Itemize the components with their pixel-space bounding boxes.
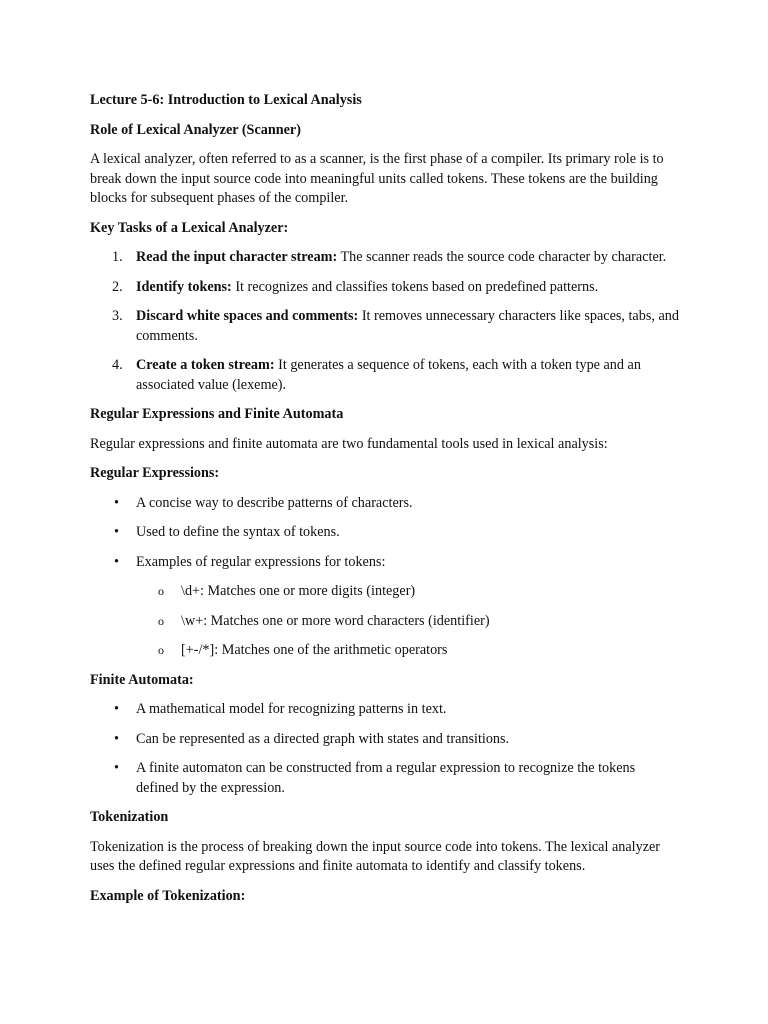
- role-paragraph: A lexical analyzer, often referred to as a scanner, is the first phase of a compiler. Its primary role is to break down the input source code into meaningful units called tokens. These tokens are the building blocks for subsequent phases of the compiler.: [90, 151, 664, 206]
- tokenization-paragraph: Tokenization is the process of breaking down the input source code into tokens. The lexical analyzer uses the defined regular expressions and finite automata to identify and classify tokens.: [90, 838, 661, 874]
- bullet-icon: •: [114, 701, 119, 717]
- task-item: [90, 248, 680, 268]
- list-item-text: A mathematical model for recognizing patterns in text.: [136, 701, 447, 717]
- task-text: It recognizes and classifies tokens based on predefined patterns.: [231, 278, 599, 295]
- circle-bullet-icon: o: [158, 613, 164, 628]
- sub-list-item: [136, 612, 680, 632]
- task-number: 3.: [112, 308, 123, 324]
- task-item: [90, 356, 680, 395]
- task-text: It removes unnecessary characters like spaces, tabs, and comments.: [136, 308, 679, 344]
- bullet-icon: •: [114, 760, 119, 776]
- page-title: Lecture 5-6: Introduction to Lexical Analysis: [90, 92, 362, 108]
- task-item: [90, 278, 680, 298]
- circle-bullet-icon: o: [158, 643, 164, 657]
- example-heading: Example of Tokenization:: [90, 887, 246, 904]
- task-number: 4.: [112, 357, 123, 373]
- sub-list-item-text: \w+: Matches one or more word characters (identifier): [181, 612, 490, 629]
- sub-list-item-text: [+-/*]: Matches one of the arithmetic operators: [181, 642, 448, 658]
- list-item: [90, 523, 680, 543]
- list-item-text: A concise way to describe patterns of characters.: [136, 494, 413, 511]
- regex-fa-heading: Regular Expressions and Finite Automata: [90, 406, 344, 422]
- list-item: [90, 700, 680, 720]
- bullet-icon: •: [114, 494, 119, 511]
- task-text: It generates a sequence of tokens, each with a token type and an associated value (lexeme).: [136, 357, 641, 393]
- task-number: 2.: [112, 278, 123, 295]
- list-item: [90, 553, 680, 661]
- tasks-heading: Key Tasks of a Lexical Analyzer:: [90, 219, 289, 236]
- task-title: Discard white spaces and comments:: [136, 308, 359, 324]
- sub-list-item: [136, 582, 680, 602]
- fa-heading: Finite Automata:: [90, 671, 194, 688]
- list-item: [90, 759, 680, 798]
- list-item-text: A finite automaton can be constructed from a regular expression to recognize the tokens defined by the expression.: [136, 760, 636, 796]
- task-title: Identify tokens:: [136, 278, 232, 295]
- regex-list: [90, 494, 680, 661]
- sub-list-item-text: \d+: Matches one or more digits (integer): [181, 583, 416, 599]
- list-item: [90, 730, 680, 750]
- tokenization-heading: Tokenization: [90, 809, 169, 825]
- fa-list: [90, 700, 680, 798]
- sub-list-item: [136, 641, 680, 661]
- bullet-icon: •: [114, 524, 119, 540]
- task-title: Read the input character stream:: [136, 249, 338, 265]
- document-page: [90, 91, 680, 916]
- task-number: 1.: [112, 249, 123, 265]
- regex-fa-paragraph: Regular expressions and finite automata are two fundamental tools used in lexical analysis:: [90, 435, 608, 452]
- task-title: Create a token stream:: [136, 357, 275, 373]
- role-heading: Role of Lexical Analyzer (Scanner): [90, 121, 301, 138]
- tasks-list: [90, 248, 680, 395]
- bullet-icon: •: [114, 730, 119, 747]
- list-item: [90, 494, 680, 514]
- regex-examples-list: [136, 582, 680, 661]
- task-item: [90, 307, 680, 346]
- list-item-text: Used to define the syntax of tokens.: [136, 524, 340, 540]
- regex-heading: Regular Expressions:: [90, 465, 220, 481]
- circle-bullet-icon: o: [158, 584, 164, 598]
- list-item-text: Examples of regular expressions for tokens:: [136, 553, 386, 570]
- task-text: The scanner reads the source code character by character.: [337, 249, 667, 265]
- bullet-icon: •: [114, 553, 119, 570]
- list-item-text: Can be represented as a directed graph with states and transitions.: [136, 730, 510, 747]
